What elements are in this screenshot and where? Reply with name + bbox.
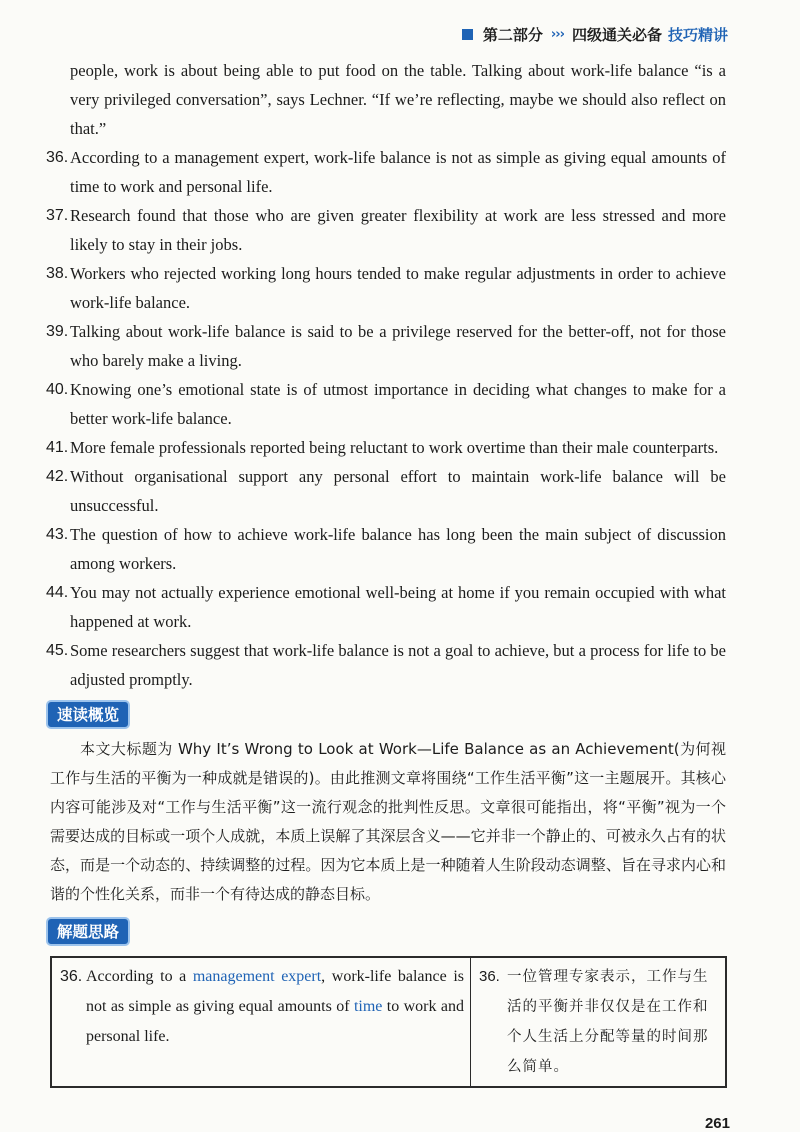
question-text: Workers who rejected working long hours tended to make regular adjustments in order to achieve work-life balance. (70, 264, 726, 312)
analysis-en-text-c: to work and personal life. (86, 998, 465, 1045)
question-item (46, 636, 726, 694)
question-text: Without organisational support any personal effort to maintain work-life balance will be unsuccessful. (70, 467, 726, 515)
question-item (46, 433, 726, 462)
passage-continuation: people, work is about being able to put food on the table. Talking about work-life balance “is a very privileged conversation”, says Lechner. “If we’re reflecting, maybe we should also reflect on that.” (70, 61, 726, 138)
question-number: 37. (46, 207, 69, 224)
question-item (46, 143, 726, 201)
question-text: Some researchers suggest that work-life balance is not a goal to achieve, but a process for life to be adjusted promptly. (70, 641, 726, 689)
overview-tag: 速读概览 (46, 700, 130, 729)
analysis-en-text-b: , work-life balance is not as simple as giving equal amounts of (86, 968, 465, 1015)
question-item (46, 375, 726, 433)
triple-chevron-icon: ››› (550, 27, 564, 42)
question-number: 40. (46, 381, 69, 398)
question-number: 44. (46, 584, 69, 601)
header-book: 四级通关必备 (571, 26, 662, 44)
page-number: 261 (704, 1115, 730, 1132)
running-header (462, 24, 728, 45)
keyword-time: time (353, 998, 383, 1015)
analysis-zh-number: 36. (479, 968, 500, 985)
question-number: 36. (46, 149, 69, 166)
header-topic: 技巧精讲 (667, 26, 728, 44)
question-text: The question of how to achieve work-life balance has long been the main subject of discussion among workers. (70, 525, 726, 573)
question-number: 38. (46, 265, 69, 282)
question-text: More female professionals reported being reluctant to work overtime than their male counterparts. (70, 438, 719, 457)
question-number: 45. (46, 642, 69, 659)
question-item (46, 520, 726, 578)
analysis-tag: 解题思路 (46, 917, 130, 946)
question-text: You may not actually experience emotional well-being at home if you remain occupied with what happened at work. (70, 583, 726, 631)
analysis-en-text-a: According to a (86, 968, 187, 985)
analysis-english-cell (51, 957, 471, 1087)
analysis-table (50, 956, 727, 1088)
question-number: 42. (46, 468, 69, 485)
question-text: Research found that those who are given greater flexibility at work are less stressed and more likely to stay in their jobs. (70, 206, 726, 254)
analysis-row (51, 957, 726, 1087)
question-item (46, 317, 726, 375)
analysis-en-number: 36. (60, 968, 83, 985)
question-number: 39. (46, 323, 69, 340)
question-item (46, 462, 726, 520)
question-text: Knowing one’s emotional state is of utmost importance in deciding what changes to make for a better work-life balance. (70, 380, 726, 428)
question-text: According to a management expert, work-life balance is not as simple as giving equal amounts of time to work and personal life. (70, 148, 726, 196)
analysis-chinese-cell (471, 957, 727, 1087)
page-content (46, 56, 726, 1088)
overview-text: 本文大标题为 Why It’s Wrong to Look at Work—Life Balance as an Achievement(为何视工作与生活的平衡为一种成就是错误的)。由此推测文章将围绕“工作生活平衡”这一主题展开。其核心内容可能涉及对“工作与生活平衡”这一流行观念的批判性反思。文章很可能指出，将“平衡”视为一个需要达成的目标或一项个人成就，本质上误解了其深层含义——它并非一个静止的、可被永久占有的状态，而是一个动态的、持续调整的过程。因为它本质上是一种随着人生阶段动态调整、旨在寻求内心和谐的个性化关系，而非一个有待达成的静态目标。 (50, 740, 726, 903)
question-number: 41. (46, 439, 69, 456)
analysis-zh-text: 一位管理专家表示，工作与生活的平衡并非仅仅是在工作和个人生活上分配等量的时间那么简单。 (507, 969, 709, 1075)
question-list (46, 143, 726, 694)
question-item (46, 201, 726, 259)
question-number: 43. (46, 526, 69, 543)
square-bullet-icon (462, 29, 473, 40)
question-item (46, 578, 726, 636)
keyword-management-expert: management expert (192, 968, 322, 985)
question-item (46, 259, 726, 317)
header-section: 第二部分 (482, 26, 543, 44)
question-text: Talking about work-life balance is said to be a privilege reserved for the better-off, not for those who barely make a living. (70, 322, 726, 370)
